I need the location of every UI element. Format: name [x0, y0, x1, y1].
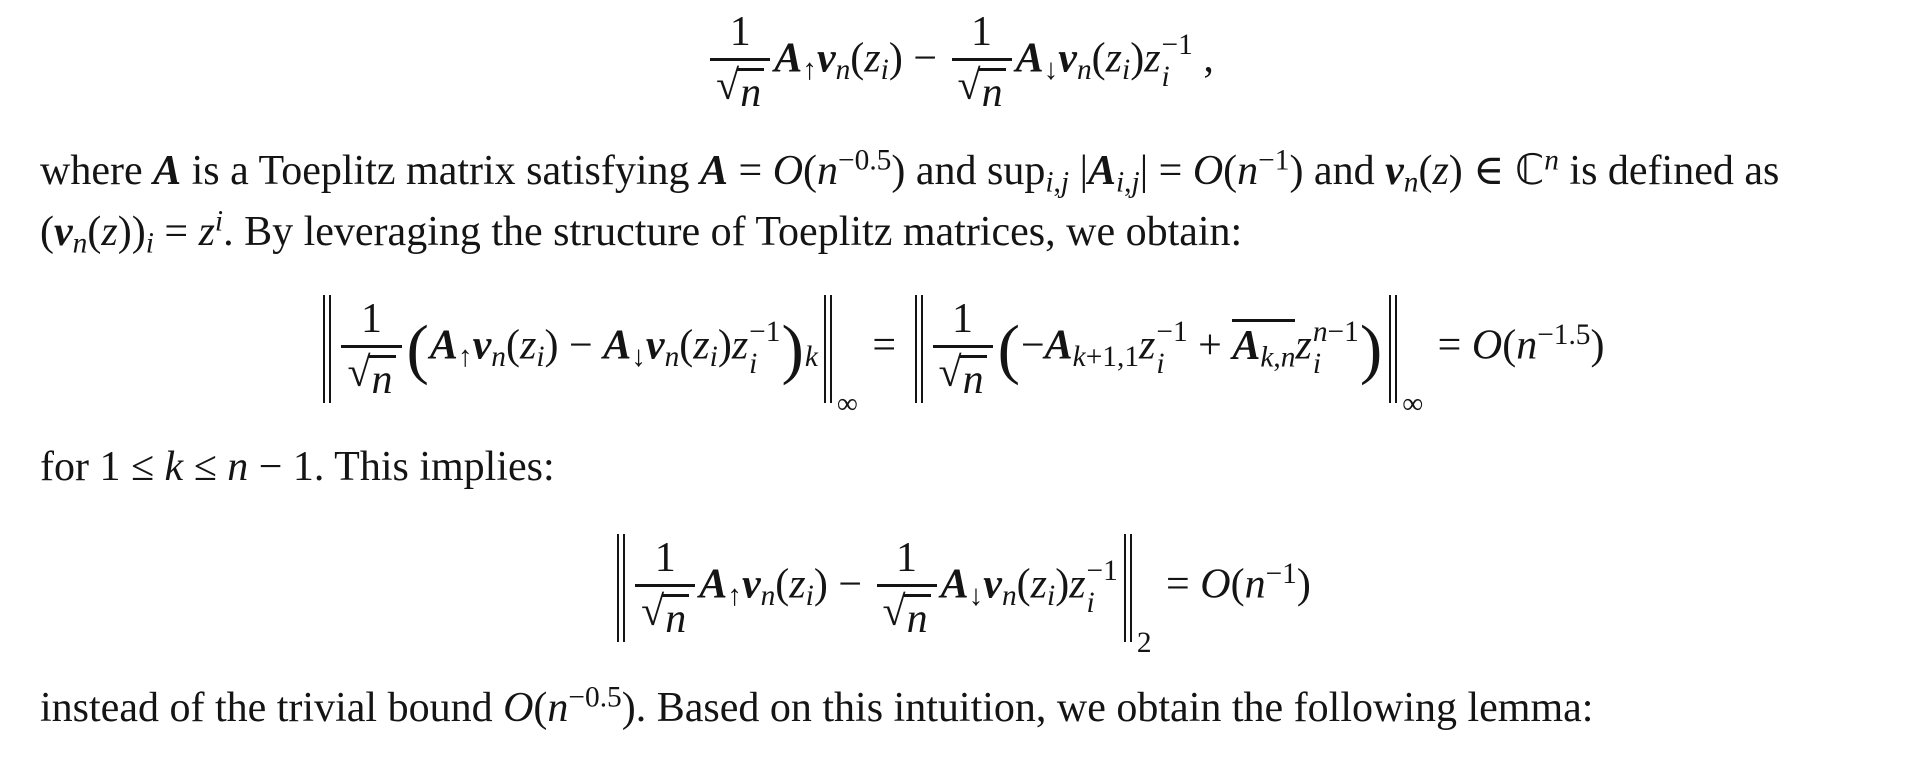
math-text: −1 [1258, 144, 1290, 177]
math-variable: n [1280, 340, 1296, 373]
math-cal-O: O [1192, 148, 1224, 195]
math-fraction [710, 9, 770, 117]
math-text: ( [1230, 561, 1245, 608]
math-text: ) [1296, 561, 1311, 608]
paragraph-trivial-bound [40, 678, 1880, 739]
math-variable: i [1047, 579, 1056, 612]
math-subscript [1116, 166, 1140, 198]
math-text: . By leveraging the structure of Toeplitz matrices, we obtain: [223, 208, 1243, 255]
math-text: 1 [654, 534, 676, 581]
math-bold-variable: A [774, 35, 803, 82]
norm-subscript [1136, 626, 1152, 659]
math-variable: i [1086, 586, 1095, 619]
math-superscript [1544, 144, 1559, 176]
math-text: ) ∈ [1448, 148, 1515, 195]
math-subscript [802, 54, 817, 86]
math-variable: z [1144, 35, 1161, 82]
math-subscript [491, 341, 506, 373]
math-text: | = [1139, 148, 1193, 195]
math-variable: z [864, 35, 881, 82]
math-paren: ) [1359, 310, 1383, 386]
math-variable: k [164, 443, 184, 490]
math-variable: n [1516, 322, 1538, 369]
paragraph-for-k-range [40, 437, 1880, 498]
math-subscript [969, 580, 984, 612]
math-sqrt [957, 63, 1006, 117]
math-text: , [1273, 340, 1281, 373]
math-bold-variable: A [1015, 35, 1044, 82]
math-text: ( [1016, 561, 1031, 608]
math-text: ( [850, 35, 865, 82]
math-variable: z [1295, 322, 1312, 369]
math-subscript [836, 54, 851, 86]
math-variable: n [371, 356, 393, 403]
math-sqrt [716, 63, 764, 117]
sqrt-radical-icon: √ [641, 588, 665, 635]
math-variable: n [835, 54, 851, 87]
math-subscript [727, 580, 742, 612]
math-variable: i [880, 54, 889, 87]
math-variable: n [981, 70, 1003, 117]
math-subscript [536, 341, 544, 373]
math-sqrt [938, 349, 987, 403]
math-variable: n [1544, 144, 1559, 177]
sqrt-radicand [960, 355, 987, 401]
math-variable: j [1131, 166, 1140, 199]
math-subscript [805, 341, 818, 373]
math-variable: z [1069, 561, 1086, 608]
math-text: −1 [1156, 316, 1188, 349]
math-subscript [881, 54, 889, 86]
math-sub-sup [1162, 30, 1193, 94]
math-subscript [1073, 341, 1139, 373]
math-variable: n [1076, 54, 1092, 87]
math-fraction [952, 9, 1012, 117]
math-text: ( [775, 561, 790, 608]
sqrt-radical-icon: √ [716, 63, 740, 110]
math-variable: j [1060, 166, 1070, 199]
math-superscript [215, 205, 223, 237]
fraction-denominator [877, 584, 937, 640]
norm-bar-icon [1124, 534, 1132, 642]
subsup-superscript [1162, 30, 1193, 62]
fraction-numerator [355, 297, 388, 345]
subsup-superscript [749, 317, 780, 349]
math-text: ) and sup [891, 148, 1046, 195]
fraction-numerator [724, 10, 757, 58]
math-bold-variable: A [699, 561, 728, 608]
math-text: ( [1223, 148, 1238, 195]
math-bold-variable: A [1232, 322, 1261, 369]
math-subscript [761, 580, 776, 612]
norm-content [629, 534, 1120, 642]
math-sub-sup [1087, 556, 1118, 620]
norm-bar-icon [824, 295, 832, 403]
math-overline [1232, 319, 1295, 373]
math-text: ) [1130, 35, 1145, 82]
math-sub-sup [1313, 317, 1359, 381]
math-subscript [73, 227, 88, 259]
math-fraction [877, 536, 937, 640]
sqrt-radicand [662, 594, 689, 640]
math-bold-variable: v [1058, 35, 1077, 82]
math-sqrt [347, 349, 395, 403]
math-subscript [1404, 166, 1419, 198]
math-text: ∞ [836, 387, 858, 420]
math-text: ↑ [457, 340, 473, 373]
math-text: ( [803, 148, 818, 195]
display-equation-1 [40, 9, 1880, 117]
math-variable: z [1432, 148, 1449, 195]
math-norm [911, 295, 1424, 420]
math-subscript [1260, 341, 1295, 373]
math-bold-variable: A [153, 148, 182, 195]
norm-subscript [836, 387, 858, 420]
math-text: is defined as ( [40, 148, 1780, 255]
sqrt-radical-icon: √ [938, 349, 962, 396]
math-subscript [1044, 54, 1059, 86]
math-text: −1.5 [1537, 318, 1591, 351]
math-variable: n [1244, 561, 1266, 608]
math-text: ) − [888, 35, 948, 82]
math-text: ↓ [968, 579, 984, 612]
math-text: −1 [1327, 316, 1359, 349]
math-text: −0.5 [838, 144, 892, 177]
norm-bar-icon [323, 295, 331, 403]
math-paren: ( [406, 310, 429, 386]
math-text: instead of the trivial bound [40, 684, 504, 731]
math-variable: z [789, 561, 806, 608]
math-variable: k [1072, 340, 1086, 373]
math-text: +1,1 [1085, 340, 1140, 373]
math-variable: n [664, 340, 680, 373]
math-sqrt [882, 588, 931, 642]
math-text: | [1069, 148, 1088, 195]
norm-bar-icon [1389, 295, 1397, 403]
subsup-superscript [1313, 317, 1359, 349]
math-superscript [838, 144, 891, 176]
math-text: = [1427, 322, 1472, 369]
math-paren: ) [781, 310, 804, 386]
math-bold-variable: A [603, 322, 632, 369]
math-bold-variable: v [983, 561, 1002, 608]
sqrt-radical-icon: √ [957, 63, 981, 110]
math-text: ∞ [1402, 387, 1424, 420]
math-superscript [1266, 558, 1297, 590]
math-sub-sup [1156, 317, 1187, 381]
math-variable: n [547, 684, 569, 731]
math-text: = [1155, 561, 1201, 608]
math-text: − 1. This implies: [248, 443, 555, 490]
math-variable: z [198, 208, 215, 255]
math-text: ↑ [802, 54, 817, 87]
math-text: ) [717, 322, 732, 369]
sqrt-radicand [369, 355, 396, 401]
math-superscript [1537, 319, 1590, 351]
math-variable: i [749, 347, 758, 380]
math-text: ) [1055, 561, 1070, 608]
paragraph-toeplitz-definition [40, 140, 1880, 263]
display-equation-2 [40, 295, 1880, 420]
math-variable: i [1156, 347, 1165, 380]
subsup-superscript [1156, 317, 1187, 349]
subsup-superscript [1087, 556, 1118, 588]
math-sub-sup [749, 317, 780, 381]
math-text: −1 [1161, 29, 1193, 62]
math-variable: n [760, 579, 776, 612]
math-cal-O: O [503, 684, 534, 731]
math-subscript [631, 341, 646, 373]
math-bold-variable: A [940, 561, 969, 608]
math-bold-variable: v [816, 35, 836, 82]
math-bold-variable: v [741, 561, 761, 608]
norm-content [335, 295, 819, 403]
math-text: = [153, 208, 199, 255]
fraction-denominator [635, 584, 695, 640]
sqrt-radicand [904, 594, 931, 640]
fraction-numerator [890, 536, 923, 584]
math-text: −0.5 [568, 681, 622, 714]
math-subscript [146, 227, 154, 259]
math-variable: z [1139, 322, 1156, 369]
math-text: , [1192, 35, 1214, 82]
math-bold-variable: v [472, 322, 492, 369]
math-text: 2 [1136, 626, 1152, 659]
math-text: ( [87, 208, 102, 255]
math-subscript [1077, 54, 1092, 86]
math-text: )) [117, 208, 146, 255]
math-superscript [1258, 144, 1289, 176]
math-text: , [1124, 166, 1132, 199]
math-variable: i [1045, 166, 1054, 199]
math-text: for 1 ≤ [40, 443, 165, 490]
norm-bar-icon [617, 534, 625, 642]
math-variable: n [817, 148, 839, 195]
norm-subscript [1402, 387, 1424, 420]
sqrt-radical-icon: √ [882, 588, 906, 635]
math-text: 1 [729, 9, 751, 55]
math-fraction [635, 536, 695, 640]
math-bold-variable: A [1087, 148, 1116, 195]
math-variable: n [1312, 316, 1328, 349]
sqrt-radicand [979, 68, 1006, 117]
math-text: is a Toeplitz matrix satisfying [181, 148, 700, 195]
math-variable: i [1122, 54, 1131, 87]
math-variable: n [227, 443, 249, 490]
fraction-denominator [710, 58, 770, 117]
math-variable: i [1312, 347, 1322, 380]
math-text: − [1020, 322, 1045, 369]
math-variable: i [805, 579, 814, 612]
math-fraction [933, 297, 993, 401]
math-cal-O: O [1200, 561, 1231, 608]
math-text: ↑ [727, 579, 742, 612]
fraction-denominator [933, 345, 993, 401]
math-text: ( [1091, 35, 1106, 82]
math-subscript [665, 341, 680, 373]
subsup-subscript [1162, 62, 1170, 94]
display-equation-3 [40, 534, 1880, 659]
math-variable: i [1116, 166, 1125, 199]
math-text: ( [1418, 148, 1433, 195]
math-variable: z [731, 322, 749, 369]
math-sqrt [641, 588, 689, 642]
math-variable: i [214, 205, 224, 238]
sqrt-radicand [737, 68, 764, 117]
math-variable: z [101, 208, 118, 255]
math-text: 1 [952, 295, 974, 342]
subsup-subscript [1313, 349, 1321, 381]
math-subscript [1002, 580, 1017, 612]
math-variable: i [709, 340, 718, 373]
math-bold-variable: v [54, 208, 73, 255]
math-text: ( [679, 322, 694, 369]
math-cal-O: O [1471, 322, 1503, 369]
math-variable: z [1030, 561, 1048, 608]
math-variable: k [1260, 340, 1274, 373]
math-paren: ( [997, 310, 1020, 386]
math-subscript [806, 580, 814, 612]
math-bold-variable: A [429, 322, 458, 369]
math-cal-O: O [772, 148, 804, 195]
math-subscript [710, 341, 718, 373]
math-variable: n [1001, 579, 1017, 612]
math-variable: z [519, 322, 537, 369]
math-variable: z [1105, 35, 1123, 82]
math-text: ) and [1289, 148, 1386, 195]
math-variable: n [962, 356, 984, 403]
sqrt-radical-icon: √ [347, 349, 371, 396]
math-variable: i [1161, 61, 1170, 94]
subsup-subscript [749, 349, 757, 381]
fraction-denominator [952, 58, 1012, 117]
math-text: ( [533, 684, 548, 731]
math-variable: k [804, 340, 818, 373]
norm-content [927, 295, 1386, 403]
math-variable: n [665, 595, 687, 642]
math-text: = [861, 322, 907, 369]
math-subscript [1122, 54, 1130, 86]
math-text: ↓ [1043, 54, 1059, 87]
math-text: ) − [813, 561, 873, 608]
math-text: ≤ [183, 443, 228, 490]
math-text: −1 [1086, 555, 1118, 588]
math-text: ). Based on this intuition, we obtain the following lemma: [621, 684, 1594, 731]
fraction-numerator [649, 536, 682, 584]
math-text: −1 [749, 316, 781, 349]
math-norm [613, 534, 1152, 659]
math-text: where [40, 148, 154, 195]
math-text: 1 [971, 9, 993, 55]
norm-bar-icon [915, 295, 923, 403]
subsup-subscript [1156, 349, 1164, 381]
math-text: ↓ [631, 340, 646, 373]
math-variable: n [906, 595, 928, 642]
math-subscript [458, 341, 473, 373]
math-text: 1 [896, 534, 918, 581]
math-text: ) [1590, 322, 1605, 369]
math-text: ( [1502, 322, 1517, 369]
math-variable: n [72, 227, 88, 260]
math-fraction [341, 297, 401, 401]
math-bold-variable: v [1385, 148, 1404, 195]
subsup-subscript [1087, 588, 1095, 620]
math-variable: n [491, 340, 506, 373]
math-norm [319, 295, 858, 420]
math-text: 1 [361, 295, 382, 342]
math-variable: z [693, 322, 710, 369]
fraction-numerator [946, 297, 979, 345]
math-bold-variable: v [645, 322, 665, 369]
math-text: + [1187, 322, 1233, 369]
math-text: ( [505, 322, 520, 369]
math-bold-variable: A [1044, 322, 1073, 369]
fraction-numerator [965, 10, 998, 58]
math-blackboard-C: ℂ [1514, 145, 1545, 195]
math-variable: i [536, 340, 545, 373]
math-variable: i [145, 227, 154, 260]
math-text: = [728, 148, 773, 195]
math-text: ) − [544, 322, 604, 369]
math-superscript [568, 681, 621, 713]
math-variable: n [1237, 148, 1259, 195]
fraction-denominator [341, 345, 401, 401]
math-variable: n [1403, 166, 1419, 199]
math-text: −1 [1265, 557, 1297, 590]
math-subscript [1045, 166, 1069, 198]
math-bold-variable: A [700, 148, 729, 195]
math-subscript [1047, 580, 1055, 612]
math-text: , [1053, 166, 1061, 199]
math-variable: n [740, 70, 762, 117]
